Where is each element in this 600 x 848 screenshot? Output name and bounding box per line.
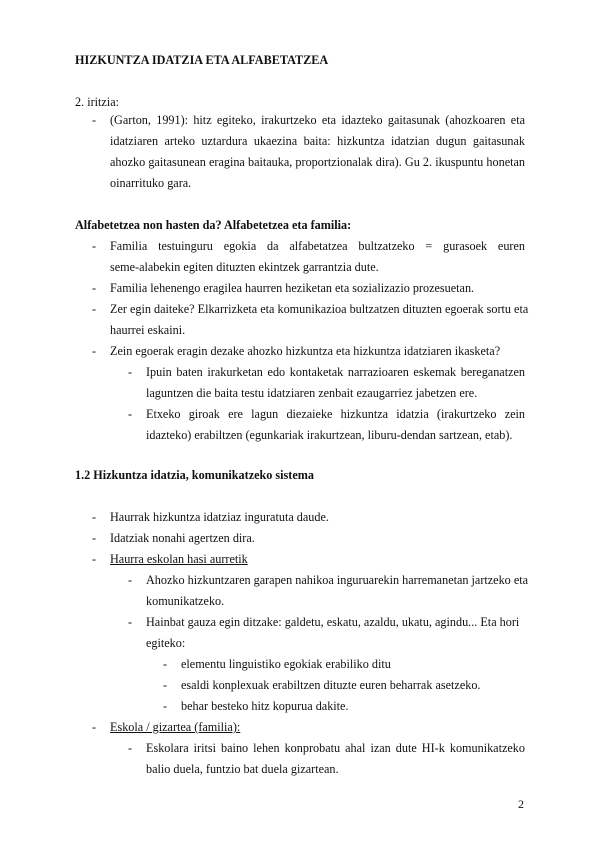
sub-list-item: Ipuin baten irakurketan edo kontaketak narrazioaren eskemak bereganatzen [146,365,525,379]
sub-list-item: Hainbat gauza egin ditzake: galdetu, eskatu, azaldu, ukatu, agindu... Eta hori [146,615,520,629]
list-item: Zer egin daiteke? Elkarrizketa eta komunikazioa bultzatzen dituzten egoerak sortu eta [110,302,529,316]
section-heading: 1.2 Hizkuntza idatzia, komunikatzeko sistema [75,468,315,482]
bullet-dash: - [163,678,168,692]
list-item: Eskola / gizartea (familia): [110,720,241,734]
sub-sub-list-item: elementu linguistiko egokiak erabiliko ditu [181,657,391,671]
section-heading: Alfabetetzea non hasten da? Alfabetetzea eta familia: [75,218,352,232]
page-number: 2 [518,797,524,811]
sub-list-item: idazteko) erabiltzen (egunkariak irakurtzean, liburu-dendan sartzean, etab). [146,428,513,442]
bullet-dash: - [92,344,97,358]
list-item: Zein egoerak eragin dezake ahozko hizkuntza eta hizkuntza idatziaren ikasketa? [110,344,501,358]
bullet-dash: - [128,365,133,379]
opinion-line: oinarrituko gara. [110,176,192,190]
sub-list-item: Ahozko hizkuntzaren garapen nahikoa inguruarekin harremanetan jartzeko eta [146,573,529,587]
sub-list-item: laguntzen die baita testu idatziaren zenbait ezaugarriez jabetzen ere. [146,386,478,400]
list-item: seme-alabekin egiten dituzten ekintzek garrantzia dute. [110,260,379,274]
list-item: Familia testuinguru egokia da alfabetatzea bultzatzeko = gurasoek euren [110,239,525,253]
bullet-dash: - [128,615,133,629]
bullet-dash: - [163,657,168,671]
list-item: Idatziak nonahi agertzen dira. [110,531,255,545]
bullet-dash: - [92,239,97,253]
list-item: haurrei eskaini. [110,323,186,337]
bullet-dash: - [92,531,97,545]
opinion-line: idatziaren arteko uztardura ukaezina baita: hizkuntza idatzian dugun gaitasunak [110,134,525,148]
sub-list-item: egiteko: [146,636,186,650]
sub-list-item: balio duela, funtzio bat duela gizartean. [146,762,339,776]
sub-list-item: Etxeko giroak ere lagun diezaieke hizkuntza idatzia (irakurtzeko zein [146,407,525,421]
bullet-dash: - [92,281,97,295]
bullet-dash: - [92,113,97,127]
sub-sub-list-item: esaldi konplexuak erabiltzen dituzte euren beharrak asetzeko. [181,678,481,692]
bullet-dash: - [92,552,97,566]
bullet-dash: - [128,407,133,421]
sub-sub-list-item: behar besteko hitz kopurua dakite. [181,699,349,713]
sub-list-item: komunikatzeko. [146,594,225,608]
list-item: Haurra eskolan hasi aurretik [110,552,248,566]
document-title: HIZKUNTZA IDATZIA ETA ALFABETATZEA [75,53,329,67]
opinion-line: ahozko gaitasunean eragina baitauka, proportzionalak dira). Gu 2. ikuspuntu honetan [110,155,525,169]
bullet-dash: - [128,573,133,587]
opinion-label: 2. iritzia: [75,95,119,109]
bullet-dash: - [92,720,97,734]
bullet-dash: - [163,699,168,713]
bullet-dash: - [128,741,133,755]
list-item: Haurrak hizkuntza idatziaz inguratuta daude. [110,510,329,524]
bullet-dash: - [92,302,97,316]
list-item: Familia lehenengo eragilea haurren heziketan eta sozializazio prozesuetan. [110,281,475,295]
sub-list-item: Eskolara iritsi baino lehen konprobatu ahal izan dute HI-k komunikatzeko [146,741,525,755]
opinion-line: (Garton, 1991): hitz egiteko, irakurtzeko eta idazteko gaitasunak (ahozkoaren eta [110,113,525,127]
bullet-dash: - [92,510,97,524]
